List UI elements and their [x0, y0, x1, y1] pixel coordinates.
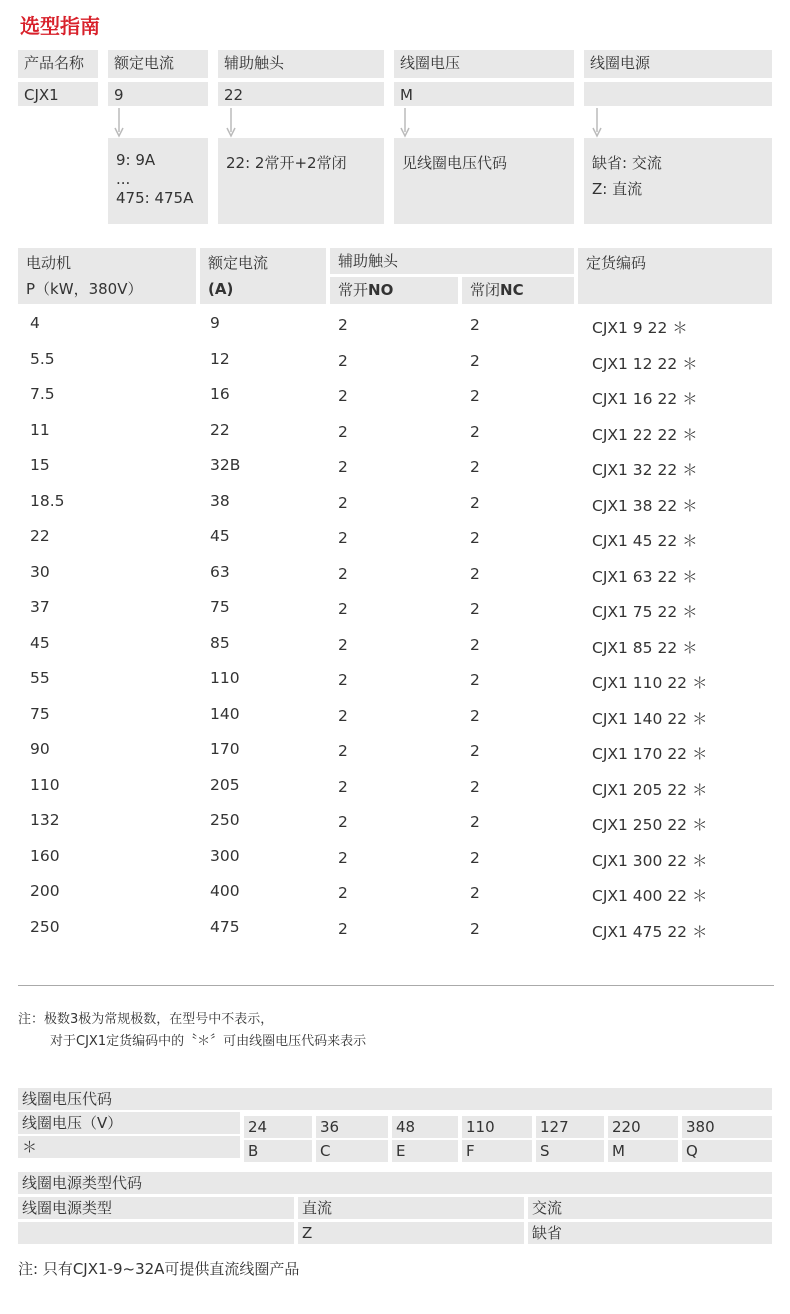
table-cell: 2 — [338, 351, 348, 370]
arrow-down-icon — [592, 108, 602, 138]
table-row — [0, 598, 790, 633]
table-cell: CJX1 12 22 ＊ — [592, 354, 698, 373]
power-ac: 交流 — [528, 1197, 772, 1219]
table-cell: 2 — [338, 493, 348, 512]
table-cell: 2 — [470, 706, 480, 725]
desc-rated-current — [108, 138, 208, 224]
table-cell: CJX1 63 22 ＊ — [592, 567, 698, 586]
desc-aux-contact — [218, 138, 384, 224]
table-cell: 37 — [30, 598, 50, 616]
table-cell: 110 — [30, 775, 60, 794]
header-coil-power: 线圈电源 — [584, 50, 772, 78]
th-current-unit: (A) — [208, 280, 234, 298]
table-cell: CJX1 250 22 ＊ — [592, 816, 708, 834]
table-cell: 63 — [210, 562, 230, 581]
th-no-cn: 常开 — [338, 281, 369, 299]
table-cell: 205 — [210, 775, 240, 794]
desc-line: Z: 直流 — [592, 180, 643, 198]
table-cell: 2 — [338, 742, 348, 760]
desc-line: ... — [116, 170, 131, 188]
th-motor-label: 电动机 — [26, 254, 72, 272]
table-cell: 2 — [338, 884, 348, 902]
table-cell: 400 — [210, 882, 240, 900]
footnote: 注: 只有CJX1-9~32A可提供直流线圈产品 — [18, 1260, 300, 1278]
desc-line: 475: 475A — [116, 189, 194, 207]
th-nc — [462, 277, 574, 304]
table-row — [0, 847, 790, 882]
voltage-value: 110 — [462, 1116, 532, 1138]
desc-coil-voltage — [394, 138, 574, 224]
table-cell: 38 — [210, 491, 230, 510]
voltage-value: 220 — [608, 1116, 678, 1138]
note-1: 注：极数3极为常规极数，在型号中不表示， — [18, 1012, 274, 1027]
table-cell: 11 — [30, 420, 50, 439]
table-row — [0, 776, 790, 811]
table-cell: 2 — [470, 564, 480, 583]
table-cell: 2 — [338, 600, 348, 618]
table-cell: 75 — [210, 598, 230, 616]
voltage-value: 48 — [392, 1116, 458, 1138]
table-cell: 110 — [210, 669, 240, 687]
table-row — [0, 456, 790, 491]
table-cell: 2 — [470, 316, 480, 334]
table-cell: 2 — [470, 529, 480, 547]
power-code-title: 线圈电源类型代码 — [18, 1172, 772, 1194]
table-cell: 2 — [338, 671, 348, 689]
table-cell: CJX1 400 22 ＊ — [592, 887, 708, 905]
table-cell: 170 — [210, 740, 240, 758]
table-cell: 16 — [210, 385, 230, 403]
table-cell: CJX1 475 22 ＊ — [592, 922, 708, 941]
table-cell: 2 — [338, 316, 348, 334]
table-cell: 2 — [338, 635, 348, 654]
table-cell: CJX1 85 22 ＊ — [592, 638, 698, 657]
table-cell: 45 — [210, 527, 230, 545]
voltage-value: 127 — [536, 1116, 604, 1138]
th-current-label: 额定电流 — [208, 254, 269, 272]
table-cell: 85 — [210, 633, 230, 652]
table-cell: 55 — [30, 669, 50, 687]
table-cell: 15 — [30, 456, 50, 474]
table-cell: 2 — [470, 813, 480, 831]
table-cell: 2 — [470, 777, 480, 796]
table-cell: 30 — [30, 562, 50, 581]
table-cell: 2 — [470, 351, 480, 370]
divider — [18, 985, 774, 986]
table-cell: 2 — [338, 387, 348, 405]
table-cell: CJX1 38 22 ＊ — [592, 496, 698, 515]
value-rated-current: 9 — [108, 82, 208, 106]
note-2: 对于CJX1定货编码中的〝＊〞可由线圈电压代码来表示 — [50, 1034, 367, 1049]
table-row — [0, 740, 790, 775]
table-cell: 250 — [210, 811, 240, 829]
th-code: 定货编码 — [578, 248, 772, 304]
desc-line: 9: 9A — [116, 151, 156, 169]
table-row — [0, 918, 790, 953]
th-aux: 辅助触头 — [330, 248, 574, 274]
table-cell: 2 — [338, 706, 348, 725]
table-cell: CJX1 205 22 ＊ — [592, 780, 708, 799]
table-cell: CJX1 32 22 ＊ — [592, 461, 698, 479]
voltage-label: 线圈电压（V） — [18, 1112, 240, 1134]
table-cell: 2 — [338, 848, 348, 867]
th-nc-cn: 常闭 — [470, 281, 501, 299]
table-cell: 9 — [210, 314, 220, 332]
table-cell: 2 — [470, 848, 480, 867]
table-cell: CJX1 9 22 ＊ — [592, 319, 688, 337]
table-cell: 5.5 — [30, 349, 55, 368]
table-cell: 200 — [30, 882, 60, 900]
page-title: 选型指南 — [20, 14, 100, 38]
header-coil-voltage: 线圈电压 — [394, 50, 574, 78]
table-row — [0, 350, 790, 385]
table-cell: 18.5 — [30, 491, 65, 510]
header-aux-contact: 辅助触头 — [218, 50, 384, 78]
table-cell: CJX1 16 22 ＊ — [592, 390, 698, 408]
voltage-code: F — [462, 1140, 532, 1162]
voltage-star: ＊ — [18, 1136, 240, 1158]
table-row — [0, 527, 790, 562]
table-cell: CJX1 140 22 ＊ — [592, 709, 708, 728]
table-cell: CJX1 110 22 ＊ — [592, 674, 708, 692]
th-current — [200, 248, 326, 304]
table-cell: 2 — [470, 919, 480, 938]
table-cell: 2 — [338, 813, 348, 831]
table-cell: 45 — [30, 633, 50, 652]
table-cell: 160 — [30, 846, 60, 865]
table-cell: 2 — [338, 458, 348, 476]
value-aux-contact: 22 — [218, 82, 384, 106]
power-dc-code: Z — [298, 1222, 524, 1244]
table-cell: 300 — [210, 846, 240, 865]
table-row — [0, 882, 790, 917]
table-row — [0, 492, 790, 527]
th-no-en: NO — [368, 281, 394, 299]
table-cell: 2 — [470, 387, 480, 405]
table-cell: CJX1 45 22 ＊ — [592, 532, 698, 550]
table-row — [0, 563, 790, 598]
table-cell: 7.5 — [30, 385, 55, 403]
table-cell: 2 — [470, 458, 480, 476]
voltage-code: M — [608, 1140, 678, 1162]
table-cell: CJX1 22 22 ＊ — [592, 425, 698, 444]
table-cell: 2 — [338, 564, 348, 583]
voltage-value: 24 — [244, 1116, 312, 1138]
table-cell: 2 — [470, 884, 480, 902]
table-cell: 2 — [470, 493, 480, 512]
desc-coil-power — [584, 138, 772, 224]
table-cell: 132 — [30, 811, 60, 829]
header-rated-current: 额定电流 — [108, 50, 208, 78]
voltage-code: C — [316, 1140, 388, 1162]
arrow-down-icon — [114, 108, 124, 138]
table-cell: 250 — [30, 917, 60, 936]
voltage-code: S — [536, 1140, 604, 1162]
table-cell: 140 — [210, 704, 240, 723]
table-cell: 32B — [210, 456, 241, 474]
desc-line: 22: 2常开+2常闭 — [226, 154, 347, 172]
table-cell: CJX1 170 22 ＊ — [592, 745, 708, 763]
power-dc: 直流 — [298, 1197, 524, 1219]
table-cell: 22 — [210, 420, 230, 439]
arrow-down-icon — [400, 108, 410, 138]
th-motor-unit: P（kW，380V） — [26, 280, 143, 298]
th-motor — [18, 248, 196, 304]
table-cell: 2 — [338, 919, 348, 938]
power-blank — [18, 1222, 294, 1244]
value-coil-power — [584, 82, 772, 106]
table-cell: 2 — [338, 777, 348, 796]
table-cell: 75 — [30, 704, 50, 723]
table-row — [0, 634, 790, 669]
table-cell: 2 — [338, 422, 348, 441]
th-no — [330, 277, 458, 304]
desc-line: 见线圈电压代码 — [402, 154, 508, 172]
table-row — [0, 314, 790, 349]
table-row — [0, 669, 790, 704]
arrow-down-icon — [226, 108, 236, 138]
table-cell: 2 — [338, 529, 348, 547]
table-cell: CJX1 300 22 ＊ — [592, 851, 708, 870]
table-cell: CJX1 75 22 ＊ — [592, 603, 698, 621]
table-cell: 2 — [470, 635, 480, 654]
voltage-code: Q — [682, 1140, 772, 1162]
table-row — [0, 705, 790, 740]
table-cell: 475 — [210, 917, 240, 936]
value-coil-voltage: M — [394, 82, 574, 106]
voltage-code: E — [392, 1140, 458, 1162]
desc-line: 缺省: 交流 — [592, 154, 662, 172]
voltage-code: B — [244, 1140, 312, 1162]
header-product-name: 产品名称 — [18, 50, 98, 78]
table-cell: 2 — [470, 600, 480, 618]
voltage-value: 380 — [682, 1116, 772, 1138]
table-cell: 2 — [470, 422, 480, 441]
power-label: 线圈电源类型 — [18, 1197, 294, 1219]
power-ac-code: 缺省 — [528, 1222, 772, 1244]
table-row — [0, 811, 790, 846]
table-cell: 2 — [470, 742, 480, 760]
voltage-code-title: 线圈电压代码 — [18, 1088, 772, 1110]
table-cell: 90 — [30, 740, 50, 758]
voltage-value: 36 — [316, 1116, 388, 1138]
table-cell: 22 — [30, 527, 50, 545]
table-cell: 4 — [30, 314, 40, 332]
table-cell: 2 — [470, 671, 480, 689]
table-row — [0, 385, 790, 420]
th-nc-en: NC — [500, 281, 524, 299]
table-cell: 12 — [210, 349, 230, 368]
value-product-name: CJX1 — [18, 82, 98, 106]
table-row — [0, 421, 790, 456]
